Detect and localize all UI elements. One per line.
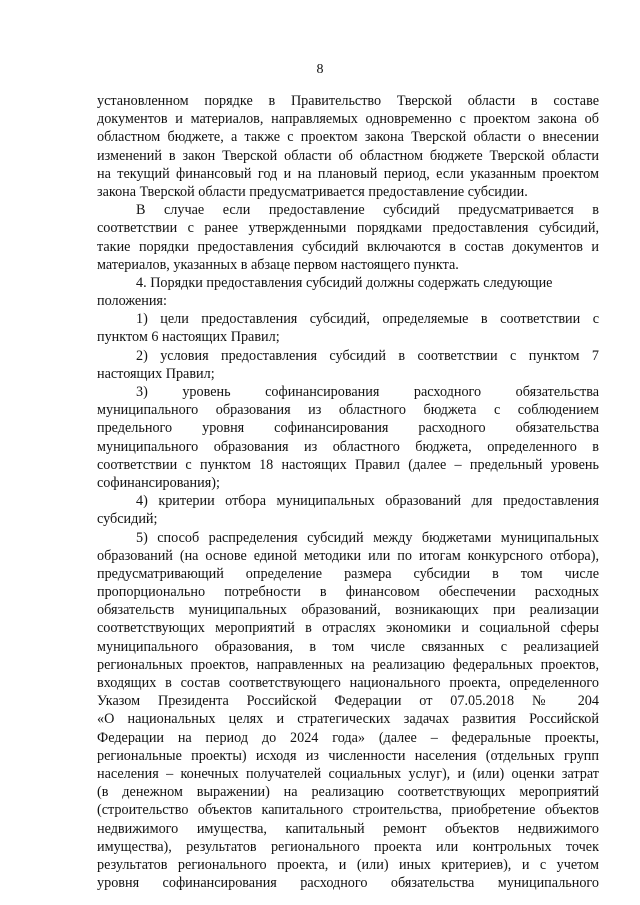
text-line: 2) условия предоставления субсидий в соответствии с пунктом 7 <box>136 347 599 364</box>
text-line: 5) способ распределения субсидий между бюджетами муниципальных <box>136 529 599 546</box>
text-line: на текущий финансовый год и на плановый период, если указанным проектом <box>97 165 599 182</box>
text-line: населения – конечных получателей социальных услуг), и (или) оценки затрат <box>97 765 599 782</box>
text-line: 1) цели предоставления субсидий, определяемые в соответствии с <box>136 311 599 328</box>
text-line: уровня софинансирования расходного обязательства муниципального <box>97 875 599 892</box>
page-number: 8 <box>316 62 324 77</box>
text-line: недвижимого имущества, капитальный ремонт объектов недвижимого <box>97 820 599 837</box>
text-line: соответствии с ранее утвержденными порядками предоставления субсидий, <box>97 220 599 237</box>
text-line: (строительство объектов капитального строительства, приобретение объектов <box>97 802 599 819</box>
text-line: региональные проекты) исходя из численности населения (отдельных групп <box>97 747 599 764</box>
text-line: 3) уровень софинансирования расходного обязательства <box>136 384 599 400</box>
text-line: результатов регионального проекта, и (или) иных критериев), и с учетом <box>97 856 599 873</box>
text-line: соответствии с пунктом 18 настоящих Правил (далее – предельный уровень <box>97 456 599 473</box>
text-line: Указом Президента Российской Федерации от 07.05.2018 № 204 <box>97 693 599 710</box>
text-line: документов и материалов, направляемых одновременно с проектом закона об <box>97 111 599 128</box>
text-line: 4. Порядки предоставления субсидий должны содержать следующие <box>136 274 553 291</box>
text-line: материалов, указанных в абзаце первом настоящего пункта. <box>97 256 459 273</box>
text-line: муниципального образования из областного бюджета, определенного в <box>97 438 599 455</box>
text-line: 4) критерии отбора муниципальных образований для предоставления <box>136 493 599 510</box>
text-line: муниципального образования, в том числе связанных с реализацией <box>97 638 599 655</box>
text-line: имущества), результатов регионального проекта или контрольных точек <box>97 838 599 855</box>
text-line: пунктом 6 настоящих Правил; <box>97 329 280 346</box>
text-line: положения: <box>97 293 167 310</box>
document-body <box>97 92 599 892</box>
text-line: субсидий; <box>97 511 158 528</box>
text-line: изменений в закон Тверской области об областном бюджете Тверской области <box>97 147 599 164</box>
text-line: соответствующих мероприятий в отраслях экономики и социальной сферы <box>97 620 599 637</box>
text-line: В случае если предоставление субсидий предусматривается в <box>136 202 599 219</box>
text-line: софинансирования); <box>97 474 220 491</box>
text-line: образований (на основе единой методики или по итогам конкурсного отбора), <box>97 547 599 564</box>
text-line: Федерации на период до 2024 года» (далее – федеральные проекты, <box>97 729 599 746</box>
text-line: настоящих Правил; <box>97 365 215 382</box>
text-line: региональных проектов, направленных на реализацию федеральных проектов, <box>97 656 599 673</box>
text-line: пропорционально потребности в финансовом обеспечении расходных <box>97 584 599 601</box>
text-line: предельного уровня софинансирования расходного обязательства <box>97 420 599 437</box>
text-line: предусматривающий определение размера субсидии в том числе <box>97 565 599 582</box>
text-line: закона Тверской области предусматривается предоставление субсидии. <box>97 183 528 200</box>
text-line: «О национальных целях и стратегических задачах развития Российской <box>97 711 599 728</box>
text-line: установленном порядке в Правительство Тверской области в составе <box>97 93 599 109</box>
text-line: входящих в состав соответствующего национального проекта, определенного <box>97 675 599 691</box>
text-line: областном бюджете, а также с проектом закона Тверской области о внесении <box>97 129 599 146</box>
text-line: муниципального образования из областного бюджета с соблюдением <box>97 402 599 419</box>
text-line: обязательств муниципальных образований, возникающих при реализации <box>97 602 599 619</box>
text-line: (в денежном выражении) на реализацию соответствующих мероприятий <box>97 784 599 801</box>
text-line: такие порядки предоставления субсидий включаются в состав документов и <box>97 238 599 255</box>
